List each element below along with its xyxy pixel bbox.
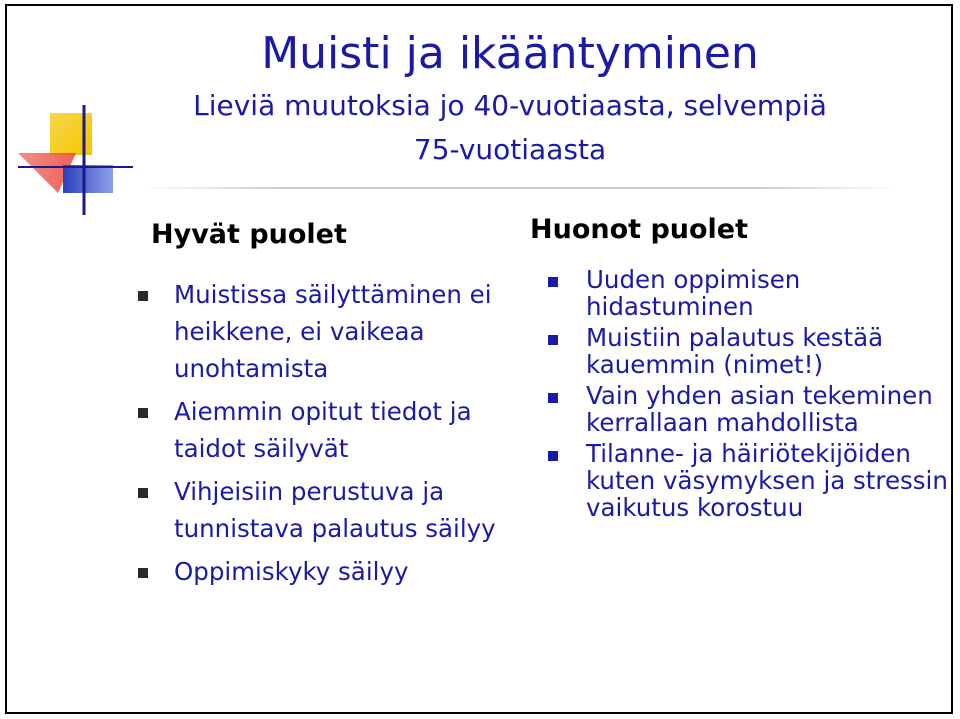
square-bullet-icon [138, 291, 148, 301]
list-item-text: Uuden oppimisen hidastuminen [586, 265, 801, 321]
list-item-text: Oppimiskyky säilyy [174, 557, 409, 586]
list-item [548, 266, 948, 320]
list-item [548, 382, 948, 436]
pros-heading: Hyvät puolet [151, 219, 347, 250]
pros-list [138, 276, 528, 597]
list-item [138, 276, 528, 387]
slide-subtitle [60, 84, 960, 172]
subtitle-line-2: 75-vuotiaasta [413, 133, 607, 166]
square-bullet-icon [138, 568, 148, 578]
list-item [548, 324, 948, 378]
title-divider [140, 187, 900, 189]
list-item [138, 393, 528, 467]
list-item-text: Aiemmin opitut tiedot ja taidot säilyvät [174, 397, 472, 463]
list-item-text: Vain yhden asian tekeminen kerrallaan mahdollista [586, 381, 933, 437]
subtitle-line-1: Lieviä muutoksia jo 40-vuotiaasta, selvempiä [193, 89, 827, 122]
square-bullet-icon [548, 393, 558, 403]
list-item-text: Vihjeisiin perustuva ja tunnistava palautus säilyy [174, 477, 496, 543]
list-item-text: Muistiin palautus kestää kauemmin (nimet!) [586, 323, 884, 379]
square-bullet-icon [548, 451, 558, 461]
list-item [138, 553, 528, 590]
slide-title: Muisti ja ikääntyminen [261, 28, 759, 79]
list-item-text: Muistissa säilyttäminen ei heikkene, ei vaikeaa unohtamista [174, 280, 492, 383]
square-bullet-icon [548, 277, 558, 287]
square-bullet-icon [138, 408, 148, 418]
square-bullet-icon [138, 488, 148, 498]
list-item [138, 473, 528, 547]
cons-list [548, 266, 948, 525]
list-item [548, 440, 948, 521]
cons-heading: Huonot puolet [530, 214, 749, 245]
square-bullet-icon [548, 335, 558, 345]
list-item-text: Tilanne- ja häiriötekijöiden kuten väsymyksen ja stressin vaikutus korostuu [586, 439, 948, 522]
